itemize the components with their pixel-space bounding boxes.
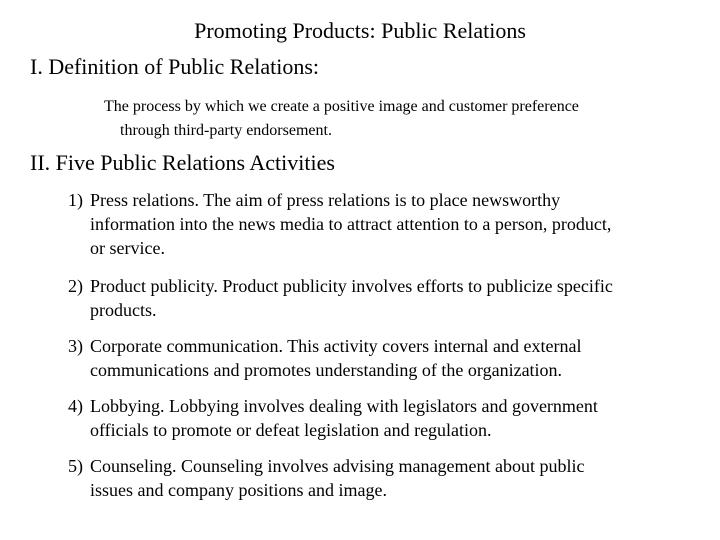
activity-line: Corporate communication. This activity covers internal and external (90, 336, 582, 356)
definition-text (104, 95, 664, 143)
section-heading-definition: I. Definition of Public Relations: (30, 54, 320, 79)
section-heading-activities: II. Five Public Relations Activities (30, 150, 335, 175)
activity-number: 4) (68, 396, 83, 416)
activity-item-lobbying (68, 394, 708, 442)
activity-number: 1) (68, 190, 83, 210)
definition-line: The process by which we create a positive image and customer preference (104, 98, 579, 115)
activity-number: 2) (68, 276, 83, 296)
activity-line: issues and company positions and image. (90, 480, 387, 500)
activity-line: Counseling. Counseling involves advising management about public (90, 456, 585, 476)
activity-line: or service. (90, 238, 165, 258)
slide-title: Promoting Products: Public Relations (194, 18, 526, 43)
activity-line: Product publicity. Product publicity involves efforts to publicize specific (90, 276, 613, 296)
activity-line: communications and promotes understanding of the organization. (90, 360, 563, 380)
activity-line: Press relations. The aim of press relations is to place newsworthy (90, 190, 561, 210)
activity-line: products. (90, 300, 157, 320)
activity-item-product-publicity (68, 274, 708, 322)
activity-item-corporate-communication (68, 334, 708, 382)
activity-number: 5) (68, 456, 83, 476)
activity-item-counseling (68, 454, 708, 502)
activity-number: 3) (68, 336, 83, 356)
activity-line: Lobbying. Lobbying involves dealing with legislators and government (90, 396, 598, 416)
activity-item-press-relations (68, 188, 708, 260)
activity-line: information into the news media to attract attention to a person, product, (90, 214, 612, 234)
activity-line: officials to promote or defeat legislation and regulation. (90, 420, 492, 440)
definition-line: through third-party endorsement. (120, 122, 332, 139)
